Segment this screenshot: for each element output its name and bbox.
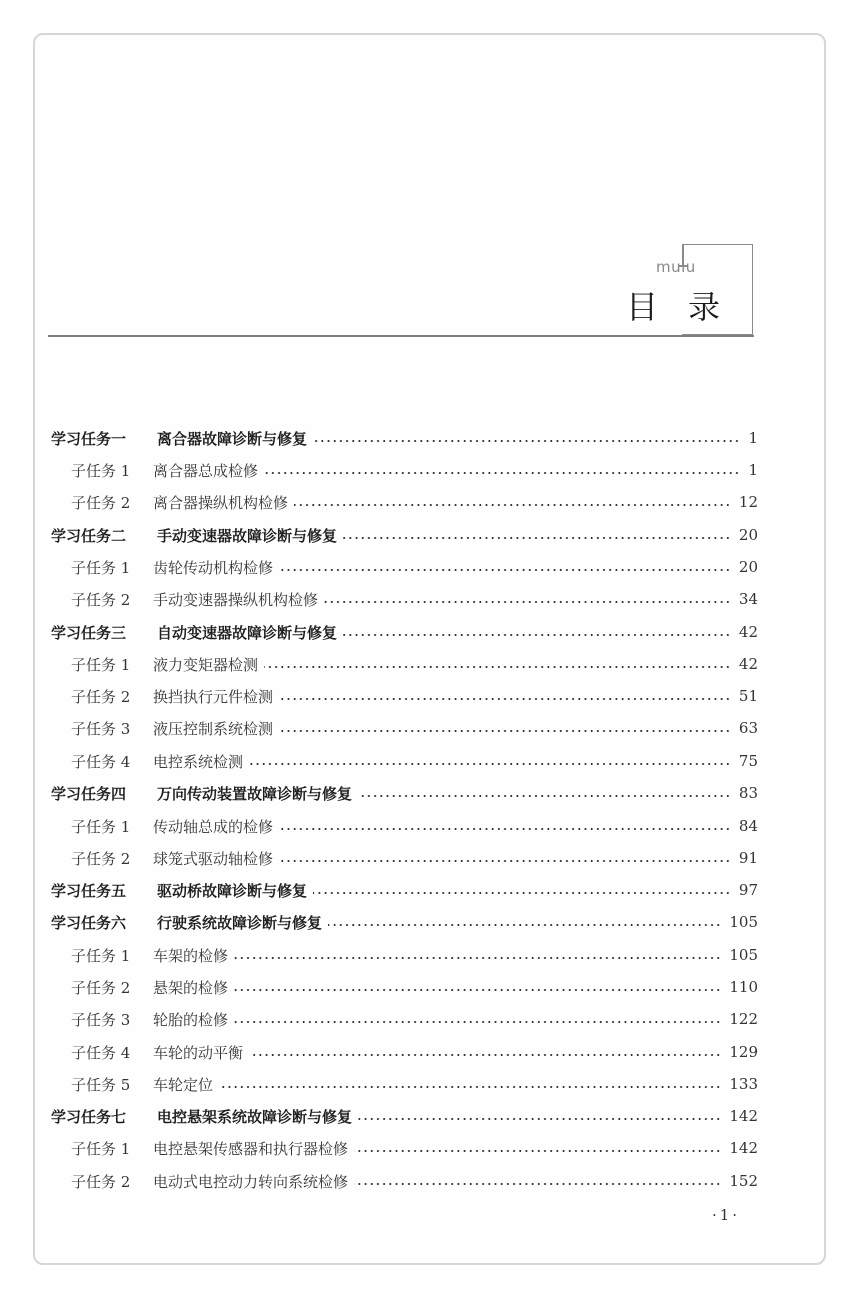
dot-leader [324,601,731,603]
entry-page-number: 152 [729,1172,758,1190]
toc-subtask-entry[interactable] [71,1137,758,1159]
toc-subtask-entry[interactable] [71,491,758,513]
dot-leader [249,1054,721,1056]
toc-subtask-entry[interactable] [71,556,758,578]
dot-leader [234,1021,721,1023]
entry-title: 电动式电控动力转向系统检修 [153,1172,349,1191]
subtask-label: 子任务 2 [71,590,131,609]
toc-subtask-entry[interactable] [71,1041,758,1063]
page-number: ·1· [712,1206,741,1224]
entry-title: 手动变速器故障诊断与修复 [157,526,338,545]
dot-leader [358,1118,721,1120]
entry-page-number: 20 [738,526,758,544]
chapter-label: 学习任务三 [51,623,127,642]
entry-title: 行驶系统故障诊断与修复 [157,913,323,932]
dot-leader [249,763,731,765]
header-divider [48,335,754,337]
entry-title: 离合器故障诊断与修复 [157,429,308,448]
chapter-label: 学习任务二 [51,526,127,545]
subtask-label: 子任务 3 [71,719,131,738]
subtask-label: 子任务 1 [71,946,131,965]
entry-title: 液压控制系统检测 [153,719,274,738]
toc-subtask-entry[interactable] [71,750,758,772]
dot-leader [234,957,721,959]
entry-title: 轮胎的检修 [153,1010,229,1029]
toc-chapter-entry[interactable] [51,524,758,546]
chapter-label: 学习任务一 [51,429,127,448]
dot-leader [264,666,731,668]
entry-page-number: 20 [738,558,758,576]
toc-subtask-entry[interactable] [71,1073,758,1095]
entry-page-number: 142 [729,1107,758,1125]
entry-page-number: 1 [748,461,758,479]
entry-title: 传动轴总成的检修 [153,817,274,836]
subtask-label: 子任务 1 [71,655,131,674]
page-title: 目录 [626,288,751,326]
dot-leader [294,504,731,506]
toc-subtask-entry[interactable] [71,653,758,675]
entry-title: 驱动桥故障诊断与修复 [157,881,308,900]
entry-page-number: 42 [738,655,758,673]
entry-page-number: 34 [738,590,758,608]
dot-leader [234,989,721,991]
toc-chapter-entry[interactable] [51,911,758,933]
toc-subtask-entry[interactable] [71,847,758,869]
toc-subtask-entry[interactable] [71,588,758,610]
entry-page-number: 1 [748,429,758,447]
chapter-label: 学习任务五 [51,881,127,900]
entry-page-number: 129 [729,1043,758,1061]
entry-title: 换挡执行元件检测 [153,687,274,706]
dot-leader [313,892,731,894]
entry-page-number: 63 [738,719,758,737]
subtask-label: 子任务 1 [71,1139,131,1158]
toc-subtask-entry[interactable] [71,685,758,707]
entry-title: 齿轮传动机构检修 [153,558,274,577]
entry-page-number: 133 [729,1075,758,1093]
toc-chapter-entry[interactable] [51,427,758,449]
entry-title: 自动变速器故障诊断与修复 [157,623,338,642]
toc-chapter-entry[interactable] [51,621,758,643]
chapter-label: 学习任务六 [51,913,127,932]
toc-subtask-entry[interactable] [71,815,758,837]
entry-title: 车架的检修 [153,946,229,965]
toc-chapter-entry[interactable] [51,879,758,901]
dot-leader [279,828,731,830]
entry-title: 电控悬架系统故障诊断与修复 [157,1107,353,1126]
dot-leader [354,1150,721,1152]
entry-title: 车轮定位 [153,1075,214,1094]
entry-page-number: 97 [738,881,758,899]
entry-page-number: 51 [738,687,758,705]
dot-leader [264,472,740,474]
dot-leader [279,860,731,862]
entry-page-number: 110 [729,978,758,996]
dot-leader [354,1183,721,1185]
subtask-label: 子任务 1 [71,558,131,577]
entry-page-number: 83 [738,784,758,802]
entry-title: 球笼式驱动轴检修 [153,849,274,868]
entry-page-number: 42 [738,623,758,641]
entry-title: 电控悬架传感器和执行器检修 [153,1139,349,1158]
entry-title: 车轮的动平衡 [153,1043,244,1062]
toc-subtask-entry[interactable] [71,1008,758,1030]
toc-chapter-entry[interactable] [51,1105,758,1127]
toc-subtask-entry[interactable] [71,976,758,998]
subtask-label: 子任务 1 [71,817,131,836]
chapter-label: 学习任务四 [51,784,127,803]
entry-title: 悬架的检修 [153,978,229,997]
entry-title: 离合器总成检修 [153,461,259,480]
title-pinyin: mulu [656,258,696,276]
entry-title: 液力变矩器检测 [153,655,259,674]
entry-page-number: 142 [729,1139,758,1157]
dot-leader [279,698,731,700]
entry-page-number: 84 [738,817,758,835]
toc-subtask-entry[interactable] [71,944,758,966]
subtask-label: 子任务 2 [71,493,131,512]
subtask-label: 子任务 2 [71,1172,131,1191]
entry-page-number: 91 [738,849,758,867]
subtask-label: 子任务 2 [71,978,131,997]
dot-leader [219,1086,721,1088]
chapter-label: 学习任务七 [51,1107,127,1126]
dot-leader [358,795,731,797]
entry-title: 万向传动装置故障诊断与修复 [157,784,353,803]
toc-chapter-entry[interactable] [51,782,758,804]
dot-leader [343,537,731,539]
dot-leader [279,730,731,732]
dot-leader [279,569,731,571]
entry-title: 手动变速器操纵机构检修 [153,590,319,609]
entry-title: 电控系统检测 [153,752,244,771]
toc-subtask-entry[interactable] [71,1170,758,1192]
dot-leader [343,634,731,636]
dot-leader [328,924,721,926]
subtask-label: 子任务 2 [71,687,131,706]
entry-title: 离合器操纵机构检修 [153,493,289,512]
subtask-label: 子任务 4 [71,752,131,771]
subtask-label: 子任务 3 [71,1010,131,1029]
entry-page-number: 12 [738,493,758,511]
subtask-label: 子任务 2 [71,849,131,868]
entry-page-number: 122 [729,1010,758,1028]
subtask-label: 子任务 1 [71,461,131,480]
entry-page-number: 105 [729,913,758,931]
dot-leader [313,440,740,442]
entry-page-number: 105 [729,946,758,964]
toc-subtask-entry[interactable] [71,717,758,739]
toc-subtask-entry[interactable] [71,459,758,481]
entry-page-number: 75 [738,752,758,770]
subtask-label: 子任务 5 [71,1075,131,1094]
subtask-label: 子任务 4 [71,1043,131,1062]
